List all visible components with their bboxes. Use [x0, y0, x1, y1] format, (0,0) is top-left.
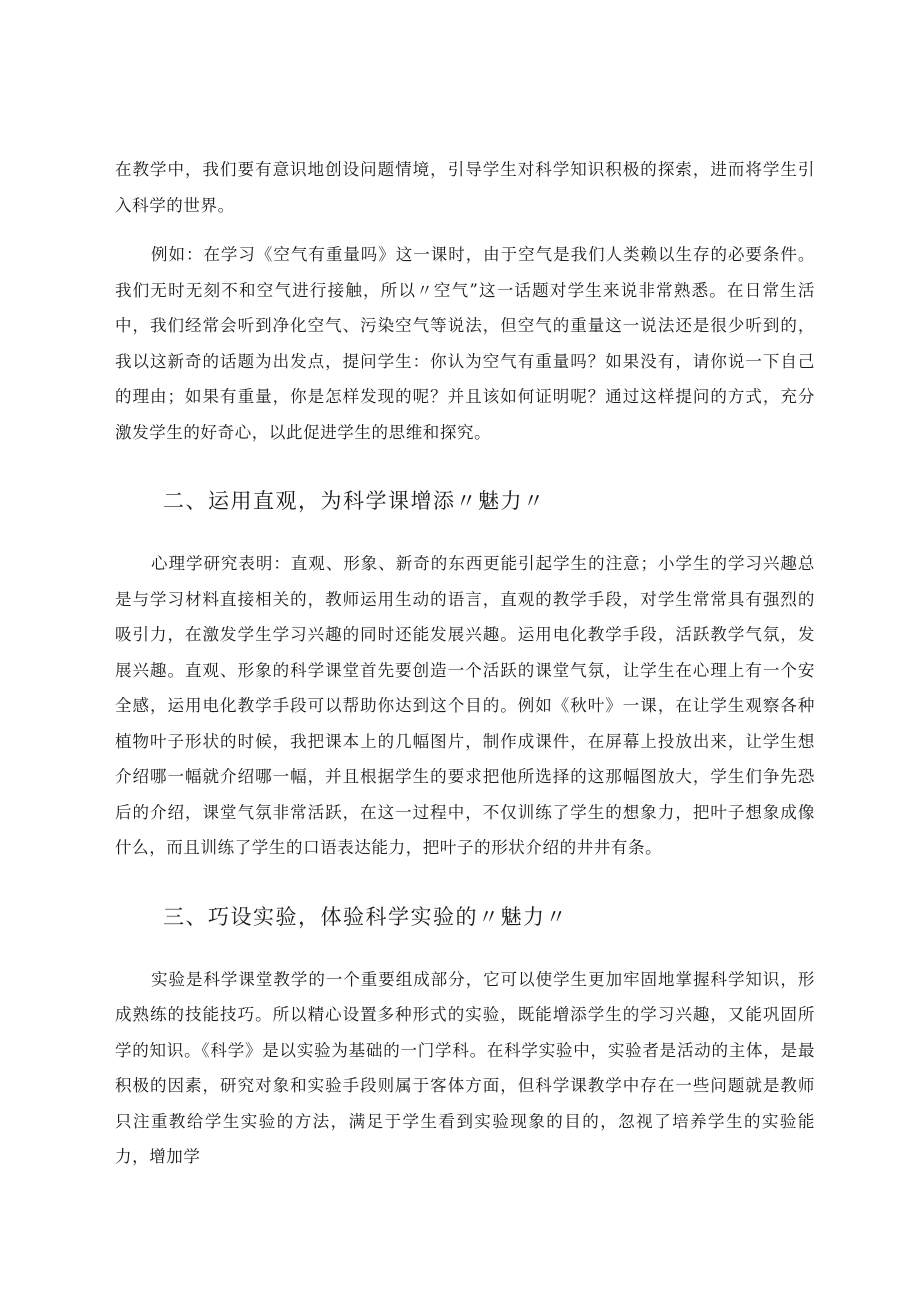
paragraph-intro: 在教学中，我们要有意识地创设问题情境，引导学生对科学知识积极的探索，进而将学生引入科学的世界。: [115, 160, 815, 215]
paragraph-experiment: 实验是科学课堂教学的一个重要组成部分，它可以使学生更加牢固地掌握科学知识，形成熟练的技能技巧。所以精心设置多种形式的实验，既能增添学生的学习兴趣，又能巩固所学的知识。《科学》是以实验为基础的一门学科。在科学实验中，实验者是活动的主体，是最积极的因素，研究对象和实验手段则属于客体方面，但科学课教学中存在一些问题就是教师只注重教给学生实验的方法，满足于学生看到实验现象的目的，忽视了培养学生的实验能力，增加学: [115, 969, 815, 1166]
section-heading-2: 二、运用直观，为科学课增添〃魅力〃: [163, 489, 546, 513]
spacer: [115, 932, 815, 962]
spacer: [115, 450, 815, 486]
spacer: [115, 223, 815, 237]
spacer: [115, 866, 815, 902]
document-body: [115, 152, 815, 1175]
paragraph-psychology: 心理学研究表明：直观、形象、新奇的东西更能引起学生的注意；小学生的学习兴趣总是与学习材料直接相关的，教师运用生动的语言，直观的教学手段，对学生常常具有强烈的吸引力，在激发学生学习兴趣的同时还能发展兴趣。运用电化教学手段，活跃教学气氛，发展兴趣。直观、形象的科学课堂首先要创造一个活跃的课堂气氛，让学生在心理上有一个安全感，运用电化教学手段可以帮助你达到这个目的。例如《秋叶》一课，在让学生观察各种植物叶子形状的时候，我把课本上的几幅图片，制作成课件，在屏幕上投放出来，让学生想介绍哪一幅就介绍哪一幅，并且根据学生的要求把他所选择的这那幅图放大，学生们争先恐后的介绍，课堂气氛非常活跃，在这一过程中，不仅训练了学生的想象力，把叶子想象成像什么，而且训练了学生的口语表达能力，把叶子的形状介绍的井井有条。: [115, 554, 815, 857]
section-heading-3: 三、巧设实验，体验科学实验的〃魅力〃: [163, 904, 568, 929]
spacer: [115, 516, 815, 546]
paragraph-example-air: 例如：在学习《空气有重量吗》这一课时，由于空气是我们人类赖以生存的必要条件。我们无时无刻不和空气进行接触，所以〃空气”这一话题对学生来说非常熟悉。在日常生活中，我们经常会听到净化空气、污染空气等说法，但空气的重量这一说法还是很少听到的，我以这新奇的话题为出发点，提问学生：你认为空气有重量吗？如果没有，请你说一下自己的理由；如果有重量，你是怎样发现的呢？并且该如何证明呢？通过这样提问的方式，充分激发学生的好奇心，以此促进学生的思维和探究。: [115, 245, 815, 442]
